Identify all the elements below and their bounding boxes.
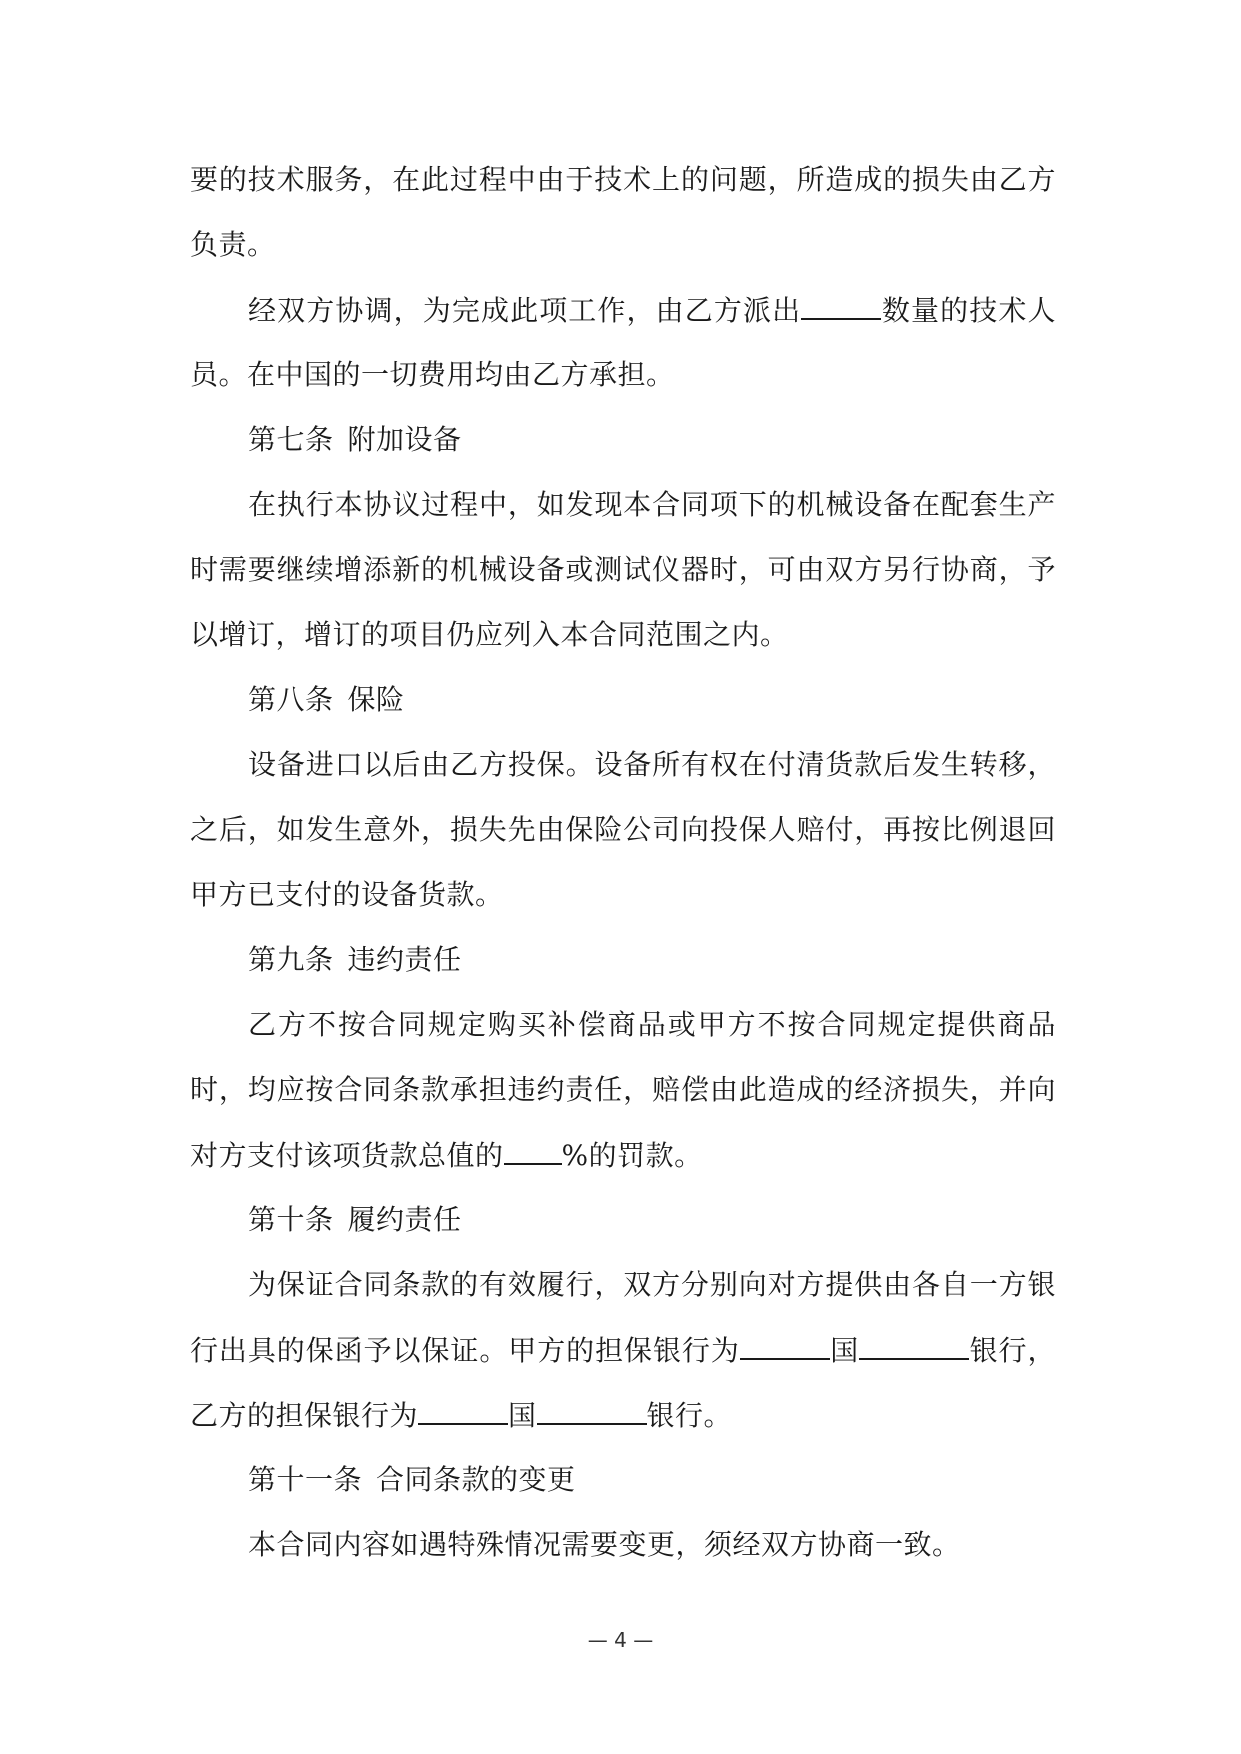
fill-in-blank (504, 1135, 562, 1165)
paragraph-line: 之后，如发生意外，损失先由保险公司向投保人赔付，再按比例退回 (190, 813, 1056, 846)
article-heading (190, 1460, 1056, 1500)
article-heading (190, 420, 1056, 460)
article-number: 第八条 (248, 683, 334, 716)
article-number: 第十一条 (248, 1463, 363, 1496)
text-segment: 数量的技术人 (881, 294, 1056, 327)
article-title: 违约责任 (347, 943, 462, 976)
text-segment: 行出具的保函予以保证。甲方的担保银行为 (190, 1334, 740, 1367)
paragraph-line: 乙方不按合同规定购买补偿商品或甲方不按合同规定提供商品 (248, 1008, 1056, 1041)
paragraph-line: 时需要继续增添新的机械设备或测试仪器时，可由双方另行协商，予 (190, 553, 1056, 586)
text-segment: 国 (508, 1399, 537, 1432)
page-number: — 4 — (587, 1628, 654, 1652)
article-number: 第九条 (248, 943, 334, 976)
article-title: 保险 (347, 683, 405, 716)
article-heading (190, 940, 1056, 980)
article-number: 第十条 (248, 1203, 334, 1236)
paragraph-line (190, 1330, 1056, 1370)
text-segment: 经双方协调，为完成此项工作，由乙方派出 (248, 294, 802, 327)
paragraph-line: 为保证合同条款的有效履行，双方分别向对方提供由各自一方银 (248, 1268, 1056, 1301)
article-heading (190, 1200, 1056, 1240)
fill-in-blank (418, 1395, 508, 1425)
text-segment: 乙方的担保银行为 (190, 1399, 419, 1432)
article-title: 附加设备 (347, 423, 462, 456)
paragraph-line: 以增订，增订的项目仍应列入本合同范围之内。 (190, 618, 789, 651)
document-body (190, 160, 1056, 1590)
fill-in-blank (537, 1395, 647, 1425)
paragraph-line: 在执行本协议过程中，如发现本合同项下的机械设备在配套生产 (248, 488, 1056, 521)
article-heading (190, 680, 1056, 720)
paragraph-line: 时，均应按合同条款承担违约责任，赔偿由此造成的经济损失，并向 (190, 1073, 1056, 1106)
paragraph-line (190, 1135, 1056, 1175)
paragraph-line (190, 1395, 1056, 1435)
paragraph-line (190, 290, 1056, 330)
fill-in-blank (801, 290, 881, 320)
text-segment: 对方支付该项货款总值的 (190, 1139, 504, 1172)
paragraph-line: 负责。 (190, 228, 276, 261)
paragraph-line: 员。在中国的一切费用均由乙方承担。 (190, 358, 675, 391)
text-segment: %的罚款。 (561, 1139, 703, 1172)
paragraph-line: 设备进口以后由乙方投保。设备所有权在付清货款后发生转移， (248, 748, 1056, 781)
article-title: 履约责任 (347, 1203, 462, 1236)
text-segment: 银行。 (646, 1399, 733, 1432)
paragraph-line: 甲方已支付的设备货款。 (190, 878, 504, 911)
fill-in-blank (859, 1330, 969, 1360)
article-number: 第七条 (248, 423, 334, 456)
text-segment: 国 (829, 1334, 860, 1367)
fill-in-blank (740, 1330, 830, 1360)
text-segment: 银行， (969, 1334, 1056, 1367)
paragraph-line: 要的技术服务，在此过程中由于技术上的问题，所造成的损失由乙方 (190, 163, 1056, 196)
paragraph-line: 本合同内容如遇特殊情况需要变更，须经双方协商一致。 (248, 1528, 961, 1561)
article-title: 合同条款的变更 (376, 1463, 576, 1496)
